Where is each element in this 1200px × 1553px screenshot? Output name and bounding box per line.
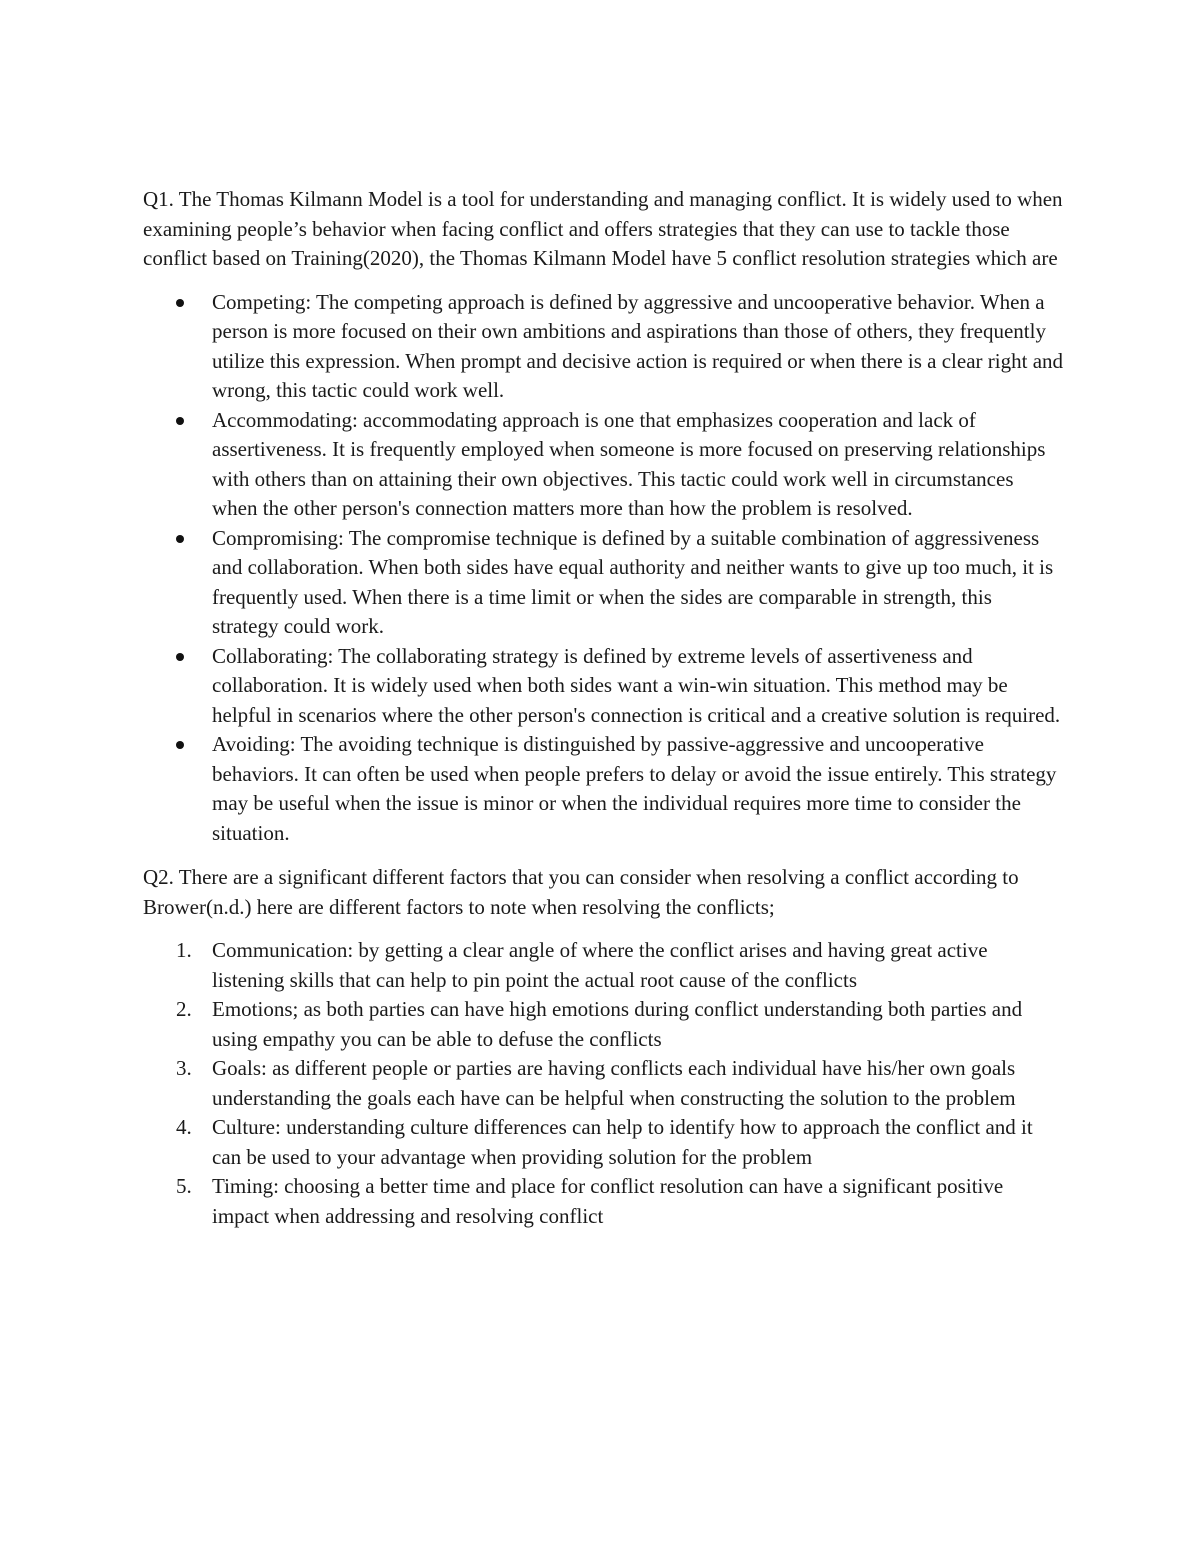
list-item-text: Collaborating: The collaborating strategy is defined by extreme levels of assertiveness and collaboration. It is widely used when both sides want a win-win situation. This method may be helpful in scenarios where the other person's connection is critical and a creative solution is required. [212,643,1061,727]
list-number: 5. [176,1174,192,1198]
list-number: 2. [176,997,192,1021]
list-item-text: Timing: choosing a better time and place for conflict resolution can have a significant positive impact when addressing and resolving conflict [212,1174,1004,1228]
list-item [143,936,1063,995]
bullet-icon [176,535,184,543]
list-item [143,995,1063,1054]
list-item-text: Emotions; as both parties can have high emotions during conflict understanding both parties and using empathy you can be able to defuse the conflicts [212,997,1023,1051]
list-item-text: Compromising: The compromise technique is defined by a suitable combination of aggressiveness and collaboration. When both sides have equal authority and neither wants to give up too much, it is frequently used. When there is a time limit or when the sides are comparable in strength, this strategy could work. [212,525,1054,638]
list-item-text: Competing: The competing approach is defined by aggressive and uncooperative behavior. When a person is more focused on their own ambitions and aspirations than those of others, they frequently utilize this expression. When prompt and decisive action is required or when there is a clear right and wrong, this tactic could work well. [212,289,1064,402]
bullet-icon [176,741,184,749]
list-item [143,524,1063,642]
list-item [143,1172,1063,1231]
list-number: 1. [176,938,192,962]
bullet-icon [176,299,184,307]
document-body [143,185,1063,1246]
list-item [143,642,1063,731]
bullet-icon [176,417,184,425]
list-item-text: Communication: by getting a clear angle of where the conflict arises and having great active listening skills that can help to pin point the actual root cause of the conflicts [212,938,988,992]
list-item [143,288,1063,406]
q1-intro-paragraph: Q1. The Thomas Kilmann Model is a tool for understanding and managing conflict. It is widely used to when examining people’s behavior when facing conflict and offers strategies that they can use to tackle those conflict based on Training(2020), the Thomas Kilmann Model have 5 conflict resolution strategies which are [143,187,1063,270]
list-item-text: Goals: as different people or parties are having conflicts each individual have his/her own goals understanding the goals each have can be helpful when constructing the solution to the problem [212,1056,1016,1110]
list-item [143,406,1063,524]
list-item [143,1113,1063,1172]
bullet-icon [176,653,184,661]
list-item-text: Accommodating: accommodating approach is one that emphasizes cooperation and lack of assertiveness. It is frequently employed when someone is more focused on preserving relationships with others than on attaining their own objectives. This tactic could work well in circumstances when the other person's connection matters more than how the problem is resolved. [212,407,1046,520]
list-item-text: Culture: understanding culture differences can help to identify how to approach the conflict and it can be used to your advantage when providing solution for the problem [212,1115,1033,1169]
list-item [143,730,1063,848]
q1-strategy-list [143,288,1063,849]
q2-intro-paragraph: Q2. There are a significant different factors that you can consider when resolving a conflict according to Brower(n.d.) here are different factors to note when resolving the conflicts; [143,865,1019,919]
list-item [143,1054,1063,1113]
list-number: 3. [176,1056,192,1080]
q2-factor-list [143,936,1063,1231]
list-item-text: Avoiding: The avoiding technique is distinguished by passive-aggressive and uncooperative behaviors. It can often be used when people prefers to delay or avoid the issue entirely. This strategy may be useful when the issue is minor or when the individual requires more time to consider the situation. [212,732,1057,845]
list-number: 4. [176,1115,192,1139]
